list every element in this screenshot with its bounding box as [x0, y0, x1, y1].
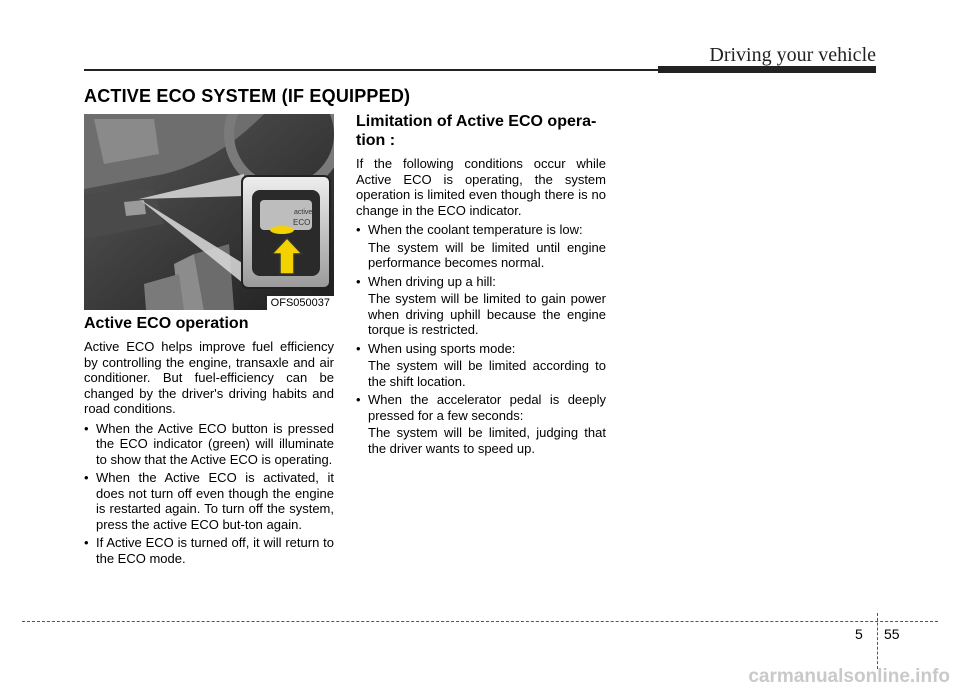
- list-item: [356, 222, 606, 271]
- right-column: [356, 112, 606, 459]
- eco-button-label-top: active: [294, 209, 313, 216]
- limitation-list: [356, 222, 606, 456]
- limitation-intro: If the following conditions occur while Active ECO is operating, the system operation is limited even though there is no change in the ECO indicator.: [356, 156, 606, 218]
- eco-button-label-bottom: ECO: [293, 218, 311, 227]
- active-eco-operation-heading: Active ECO operation: [84, 315, 249, 332]
- list-item: [356, 274, 606, 338]
- list-item: • If Active ECO is turned off, it will return to the ECO mode.: [84, 535, 334, 566]
- header-rule-accent: [658, 66, 876, 73]
- left-column: [84, 314, 334, 569]
- list-item: • When the Active ECO is activated, it does not turn off even though the engine is restarted again. To turn off the system, press the active ECO but-ton again.: [84, 470, 334, 532]
- dashboard-illustration: [84, 114, 334, 310]
- list-item: [356, 392, 606, 456]
- eco-indicator-icon: [270, 226, 294, 234]
- active-eco-operation-intro: Active ECO helps improve fuel efficiency by controlling the engine, transaxle and air conditioner. But fuel-efficiency can be changed by the driver's driving habits and road conditions.: [84, 339, 334, 416]
- limitation-detail: The system will be limited to gain power when driving uphill because the engine torque is restricted.: [368, 291, 606, 337]
- page-number: 55: [884, 626, 900, 642]
- footer-rule: [22, 621, 938, 622]
- header-rule: [84, 69, 664, 71]
- limitation-detail: The system will be limited, judging that the driver wants to speed up.: [368, 425, 606, 456]
- section-title: ACTIVE ECO SYSTEM (IF EQUIPPED): [84, 86, 411, 106]
- limitation-detail: The system will be limited according to the shift location.: [368, 358, 606, 389]
- page-header-title: Driving your vehicle: [709, 44, 876, 66]
- limitation-condition: When the coolant temperature is low:: [368, 222, 583, 237]
- figure-code: OFS050037: [267, 296, 334, 310]
- list-item: • When the Active ECO button is pressed the ECO indicator (green) will illuminate to show that the Active ECO is operating.: [84, 421, 334, 468]
- chapter-number: 5: [855, 626, 863, 642]
- limitation-condition: When using sports mode:: [368, 340, 516, 356]
- limitation-condition: When the accelerator pedal is deeply pressed for a few seconds:: [368, 392, 606, 423]
- limitation-condition: When driving up a hill:: [368, 273, 496, 289]
- page-number-divider: [877, 613, 878, 669]
- limitation-heading: Limitation of Active ECO opera-tion :: [356, 113, 597, 149]
- limitation-detail: The system will be limited until engine performance becomes normal.: [368, 239, 606, 270]
- illustration-figure: [84, 114, 334, 310]
- watermark: carmanualsonline.info: [748, 666, 950, 687]
- active-eco-operation-list: [84, 421, 334, 567]
- list-item: [356, 341, 606, 390]
